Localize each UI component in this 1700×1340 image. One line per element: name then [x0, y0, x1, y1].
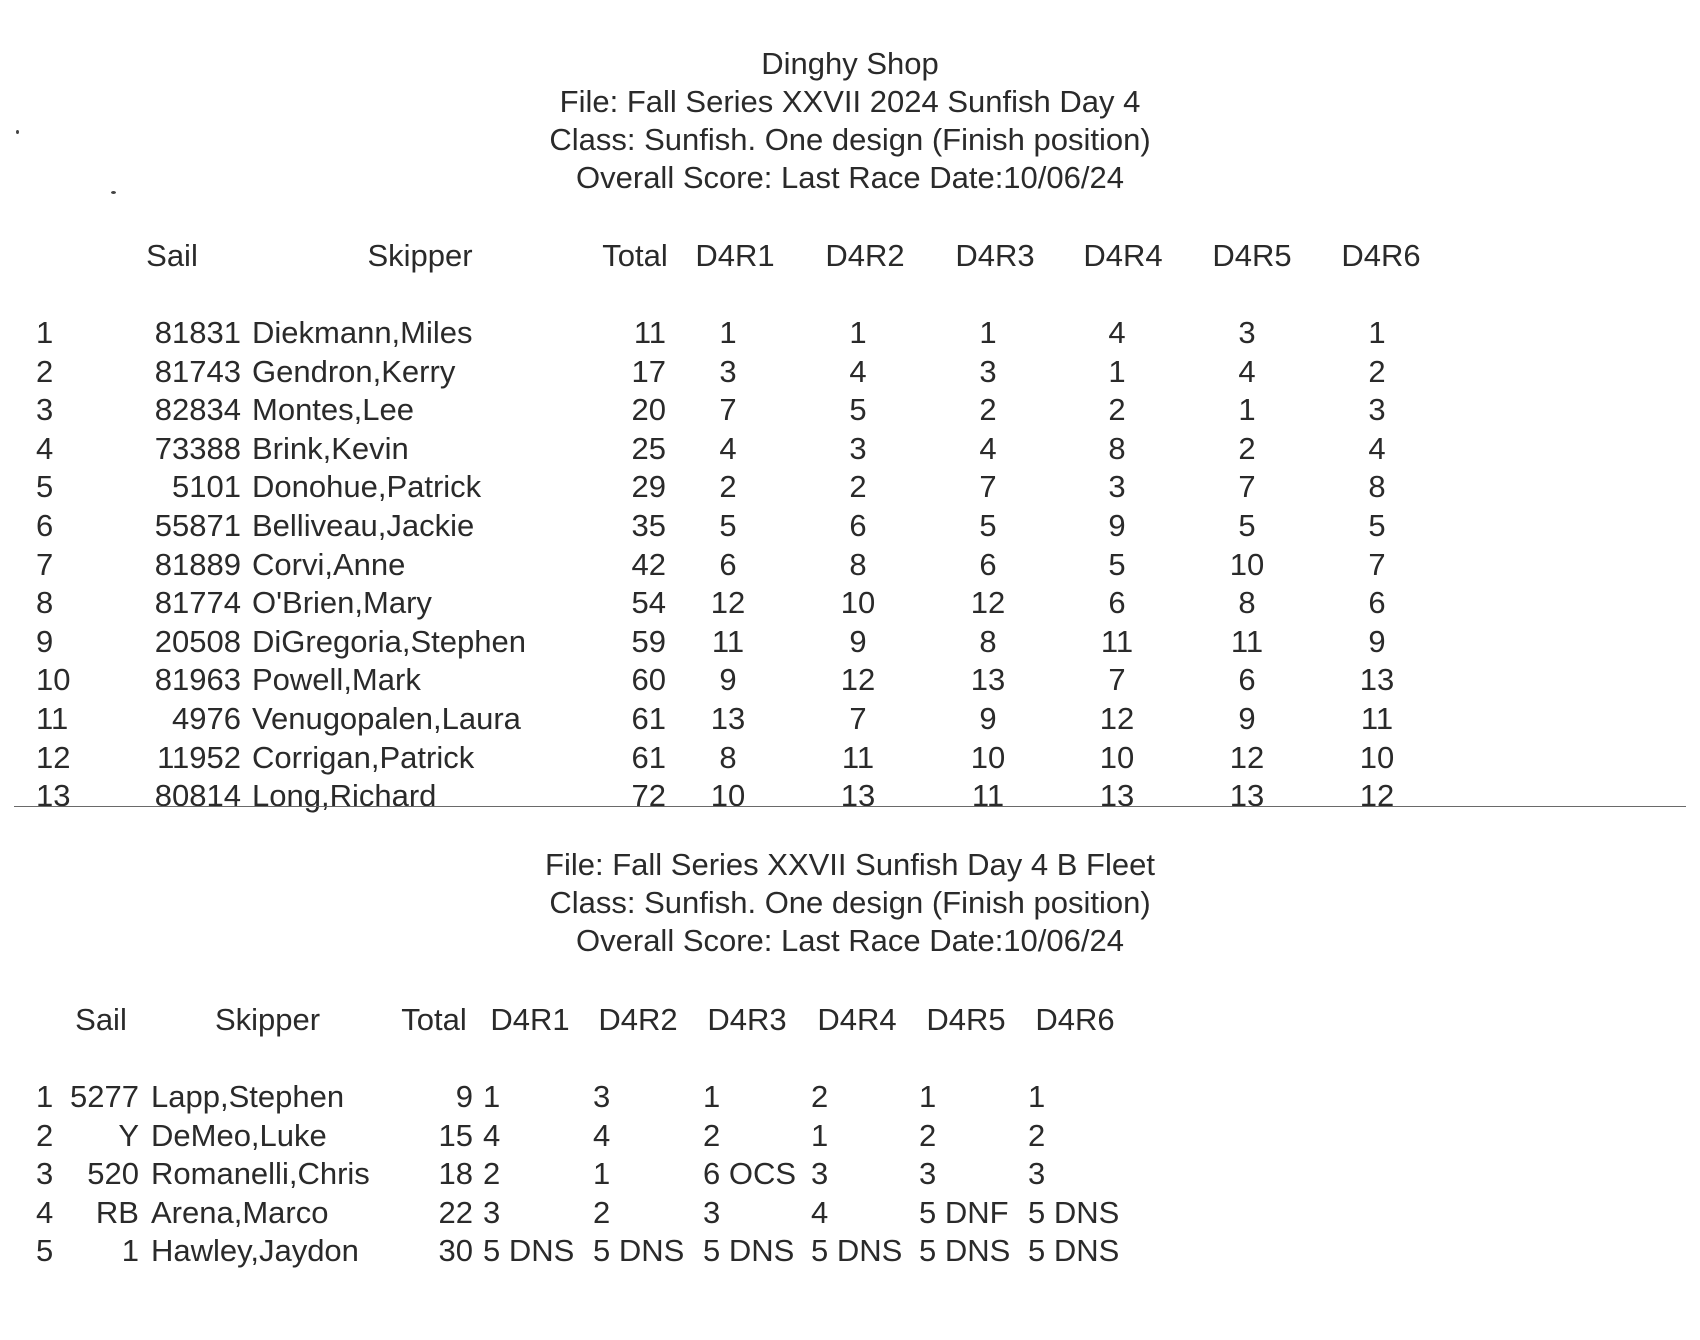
race-score-d4r1: 7	[719, 392, 737, 428]
total-points: 54	[631, 585, 666, 621]
race-score-d4r6: 1	[1028, 1079, 1046, 1114]
race-score-d4r1: 4	[483, 1117, 501, 1153]
sail-number: 81774	[154, 585, 241, 621]
sail-number: 73388	[154, 430, 241, 466]
skipper-name: Diekmann,Miles	[252, 315, 473, 350]
race-score-d4r1: 9	[719, 662, 737, 698]
skipper-name: Romanelli,Chris	[151, 1156, 370, 1192]
race-score-d4r4: 1	[1108, 353, 1126, 389]
race-score-d4r2: 3	[593, 1079, 611, 1114]
row-position: 5	[36, 1233, 54, 1269]
row-position: 2	[36, 353, 54, 389]
skipper-name: O'Brien,Mary	[252, 585, 432, 621]
race-score-d4r4: 7	[1108, 662, 1126, 698]
total-points: 18	[438, 1156, 473, 1192]
skipper-name: Belliveau,Jackie	[252, 508, 475, 543]
race-score-d4r4: 2	[1108, 392, 1126, 428]
column-header-d4r1: D4R1	[695, 238, 775, 273]
row-position: 1	[36, 315, 54, 350]
row-position: 12	[36, 739, 71, 775]
row-position: 3	[36, 392, 54, 428]
race-score-d4r4: 1	[811, 1117, 829, 1153]
race-score-d4r4: 9	[1108, 508, 1126, 543]
race-score-d4r2: 7	[849, 701, 867, 736]
sail-number: 520	[87, 1156, 139, 1192]
race-score-d4r4: 3	[1108, 469, 1126, 505]
race-score-d4r3: 7	[979, 469, 997, 505]
column-header-d4r4: D4R4	[1083, 238, 1163, 273]
race-score-d4r3: 13	[970, 662, 1006, 698]
row-position: 9	[36, 623, 54, 659]
race-score-d4r6: 9	[1368, 623, 1386, 659]
column-header-d4r5: D4R5	[926, 1002, 1006, 1037]
skipper-name: DeMeo,Luke	[151, 1117, 327, 1153]
race-score-d4r4: 4	[811, 1194, 829, 1230]
race-score-d4r1: 8	[719, 739, 737, 775]
race-score-d4r5: 5 DNS	[919, 1233, 1011, 1269]
column-header-d4r6: D4R6	[1341, 238, 1421, 273]
column-header-skipper: Skipper	[214, 1002, 321, 1037]
skipper-name: Gendron,Kerry	[252, 353, 456, 389]
total-points: 11	[633, 315, 666, 350]
sail-number: 81743	[154, 353, 241, 389]
total-points: 29	[631, 469, 666, 505]
race-score-d4r5: 3	[919, 1156, 937, 1192]
skipper-name: Lapp,Stephen	[151, 1079, 345, 1114]
race-score-d4r2: 4	[593, 1117, 611, 1153]
total-points: 22	[438, 1194, 473, 1230]
sail-number: 55871	[154, 508, 241, 543]
sail-number: 82834	[154, 392, 241, 428]
race-score-d4r6: 13	[1359, 662, 1395, 698]
race-score-d4r3: 6 OCS	[703, 1156, 797, 1192]
race-score-d4r3: 5 DNS	[703, 1233, 795, 1269]
row-position: 1	[36, 1079, 54, 1114]
row-position: 7	[36, 546, 54, 582]
race-score-d4r1: 4	[719, 430, 737, 466]
row-position: 11	[36, 701, 69, 736]
race-score-d4r5: 5 DNF	[919, 1194, 1009, 1230]
race-score-d4r6: 10	[1359, 739, 1395, 775]
race-score-d4r5: 6	[1238, 662, 1256, 698]
total-points: 61	[631, 701, 666, 736]
total-points: 30	[438, 1233, 473, 1269]
race-score-d4r1: 2	[483, 1156, 501, 1192]
race-score-d4r3: 11	[971, 778, 1005, 814]
race-score-d4r1: 5 DNS	[483, 1233, 575, 1269]
race-score-d4r4: 5 DNS	[811, 1233, 903, 1269]
race-score-d4r5: 2	[919, 1117, 937, 1153]
column-header-sail: Sail	[75, 1002, 127, 1037]
race-score-d4r5: 11	[1230, 623, 1264, 659]
total-points: 25	[631, 430, 666, 466]
race-score-d4r5: 4	[1238, 353, 1256, 389]
race-score-d4r6: 2	[1028, 1117, 1046, 1153]
skipper-name: Montes,Lee	[252, 392, 414, 428]
total-points: 35	[631, 508, 666, 543]
race-score-d4r6: 3	[1368, 392, 1386, 428]
race-score-d4r5: 1	[919, 1079, 937, 1114]
race-score-d4r5: 10	[1229, 546, 1265, 582]
sail-number: 11952	[157, 739, 241, 775]
race-score-d4r1: 6	[719, 546, 737, 582]
column-header-d4r1: D4R1	[490, 1002, 570, 1037]
race-score-d4r1: 1	[483, 1079, 501, 1114]
race-score-d4r3: 2	[703, 1117, 721, 1153]
column-header-d4r2: D4R2	[825, 238, 905, 273]
race-score-d4r3: 9	[979, 701, 997, 736]
race-score-d4r6: 8	[1368, 469, 1386, 505]
race-score-d4r4: 12	[1099, 701, 1135, 736]
total-points: 61	[631, 739, 666, 775]
class-line-a: Class: Sunfish. One design (Finish position)	[549, 122, 1151, 157]
row-position: 3	[36, 1156, 54, 1192]
race-score-d4r1: 13	[710, 701, 746, 736]
race-score-d4r1: 10	[710, 778, 746, 814]
column-header-d4r3: D4R3	[955, 238, 1035, 273]
race-score-d4r5: 13	[1229, 778, 1265, 814]
column-header-d4r3: D4R3	[707, 1002, 787, 1037]
race-score-d4r1: 3	[719, 353, 737, 389]
column-header-d4r2: D4R2	[598, 1002, 678, 1037]
race-score-d4r3: 3	[703, 1194, 721, 1230]
row-position: 13	[36, 778, 71, 814]
race-score-d4r3: 1	[979, 315, 997, 350]
row-position: 8	[36, 585, 54, 621]
race-score-d4r3: 2	[979, 392, 997, 428]
column-header-d4r5: D4R5	[1212, 238, 1292, 273]
race-score-d4r4: 2	[811, 1079, 829, 1114]
race-score-d4r2: 8	[849, 546, 867, 582]
race-score-d4r4: 13	[1099, 778, 1135, 814]
sail-number: 5277	[70, 1079, 139, 1114]
race-score-d4r1: 1	[719, 315, 737, 350]
race-score-d4r2: 3	[849, 430, 867, 466]
race-score-d4r5: 2	[1238, 430, 1256, 466]
race-score-d4r3: 8	[979, 623, 997, 659]
race-score-d4r1: 3	[483, 1194, 501, 1230]
row-position: 4	[36, 430, 54, 466]
total-points: 17	[631, 353, 666, 389]
column-header-d4r6: D4R6	[1035, 1002, 1115, 1037]
skipper-name: Venugopalen,Laura	[252, 701, 521, 736]
score-line-b: Overall Score: Last Race Date:10/06/24	[576, 923, 1124, 958]
total-points: 42	[631, 546, 666, 582]
race-score-d4r6: 5 DNS	[1028, 1233, 1120, 1269]
race-score-d4r2: 4	[849, 353, 867, 389]
race-score-d4r4: 6	[1108, 585, 1126, 621]
sail-number: RB	[95, 1194, 139, 1230]
score-line-a: Overall Score: Last Race Date:10/06/24	[576, 160, 1124, 195]
race-score-d4r3: 12	[970, 585, 1006, 621]
race-score-d4r4: 4	[1108, 315, 1126, 350]
race-score-d4r2: 5	[849, 392, 867, 428]
race-score-d4r6: 4	[1368, 430, 1386, 466]
skipper-name: DiGregoria,Stephen	[252, 623, 526, 659]
race-score-d4r5: 9	[1238, 701, 1256, 736]
column-header-d4r4: D4R4	[817, 1002, 897, 1037]
sail-number: 81963	[154, 662, 241, 698]
total-points: 60	[631, 662, 666, 698]
race-score-d4r5: 7	[1238, 469, 1256, 505]
race-score-d4r1: 5	[719, 508, 737, 543]
skipper-name: Hawley,Jaydon	[151, 1233, 359, 1269]
race-score-d4r5: 5	[1238, 508, 1256, 543]
skipper-name: Arena,Marco	[151, 1194, 329, 1230]
sail-number: 81889	[154, 546, 241, 582]
race-score-d4r3: 6	[979, 546, 997, 582]
total-points: 9	[455, 1079, 473, 1114]
row-position: 10	[36, 662, 71, 698]
race-score-d4r1: 2	[719, 469, 737, 505]
sail-number: 5101	[172, 469, 241, 505]
file-line-a: File: Fall Series XXVII 2024 Sunfish Day 4	[559, 84, 1141, 119]
race-score-d4r4: 10	[1099, 739, 1135, 775]
race-score-d4r2: 5 DNS	[593, 1233, 685, 1269]
sail-number: 4976	[172, 701, 241, 736]
sail-number: 1	[121, 1233, 139, 1269]
skipper-name: Corrigan,Patrick	[252, 739, 475, 775]
race-score-d4r2: 2	[849, 469, 867, 505]
row-position: 4	[36, 1194, 54, 1230]
race-score-d4r1: 11	[711, 623, 745, 659]
race-score-d4r2: 11	[841, 739, 875, 775]
race-score-d4r6: 1	[1368, 315, 1386, 350]
race-score-d4r5: 12	[1229, 739, 1265, 775]
race-score-d4r2: 1	[849, 315, 867, 350]
total-points: 72	[631, 778, 666, 814]
race-score-d4r2: 12	[840, 662, 876, 698]
skipper-name: Donohue,Patrick	[252, 469, 482, 505]
row-position: 6	[36, 508, 54, 543]
race-score-d4r3: 5	[979, 508, 997, 543]
row-position: 2	[36, 1117, 54, 1153]
race-score-d4r6: 7	[1368, 546, 1386, 582]
race-score-d4r5: 8	[1238, 585, 1256, 621]
skipper-name: Brink,Kevin	[252, 430, 409, 466]
column-header-sail: Sail	[146, 238, 198, 273]
race-score-d4r6: 5 DNS	[1028, 1194, 1120, 1230]
race-score-d4r3: 1	[703, 1079, 721, 1114]
race-score-d4r5: 1	[1238, 392, 1256, 428]
race-score-d4r3: 3	[979, 353, 997, 389]
race-score-d4r2: 9	[849, 623, 867, 659]
race-score-d4r6: 11	[1360, 701, 1394, 736]
race-score-d4r4: 5	[1108, 546, 1126, 582]
race-score-d4r5: 3	[1238, 315, 1256, 350]
total-points: 20	[631, 392, 666, 428]
race-score-d4r2: 1	[593, 1156, 611, 1192]
section-divider	[14, 806, 1686, 807]
column-header-skipper: Skipper	[367, 238, 473, 273]
column-header-total: Total	[401, 1002, 467, 1037]
race-score-d4r2: 10	[840, 585, 876, 621]
sail-number: Y	[118, 1117, 139, 1153]
class-line-b: Class: Sunfish. One design (Finish position)	[549, 885, 1151, 920]
race-score-d4r2: 13	[840, 778, 876, 814]
race-score-d4r2: 2	[593, 1194, 611, 1230]
race-score-d4r4: 3	[811, 1156, 829, 1192]
race-score-d4r6: 6	[1368, 585, 1386, 621]
race-score-d4r4: 11	[1100, 623, 1134, 659]
race-score-d4r6: 3	[1028, 1156, 1046, 1192]
race-score-d4r3: 4	[979, 430, 997, 466]
race-score-d4r6: 5	[1368, 508, 1386, 543]
race-score-d4r6: 2	[1368, 353, 1386, 389]
sail-number: 80814	[154, 778, 241, 814]
sail-number: 20508	[154, 623, 241, 659]
race-score-d4r3: 10	[970, 739, 1006, 775]
sail-number: 81831	[154, 315, 241, 350]
race-score-d4r2: 6	[849, 508, 867, 543]
file-line-b: File: Fall Series XXVII Sunfish Day 4 B Fleet	[545, 847, 1155, 882]
org-title: Dinghy Shop	[761, 46, 939, 81]
race-score-d4r4: 8	[1108, 430, 1126, 466]
skipper-name: Powell,Mark	[252, 662, 421, 698]
race-score-d4r1: 12	[710, 585, 746, 621]
skipper-name: Long,Richard	[252, 778, 437, 814]
row-position: 5	[36, 469, 54, 505]
column-header-total: Total	[602, 238, 668, 273]
race-score-d4r6: 12	[1359, 778, 1395, 814]
total-points: 15	[438, 1117, 473, 1153]
skipper-name: Corvi,Anne	[252, 546, 406, 582]
total-points: 59	[631, 623, 666, 659]
